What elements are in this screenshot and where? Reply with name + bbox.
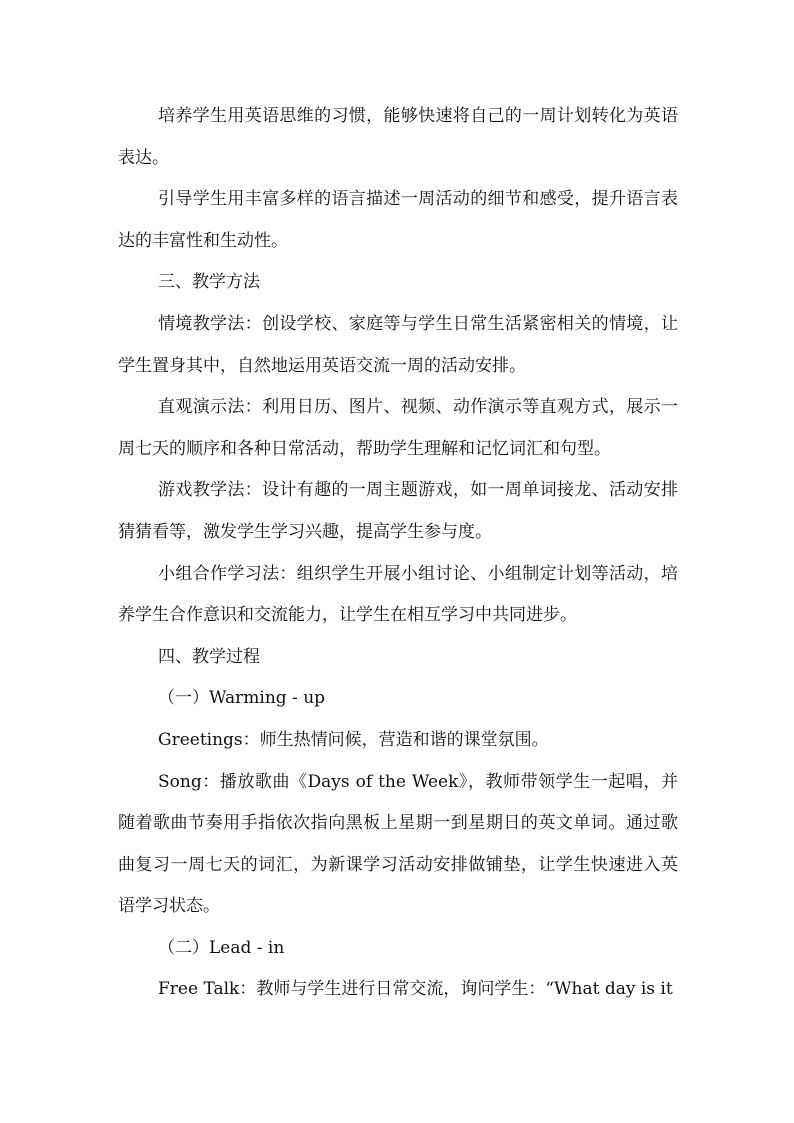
section-heading-teaching-methods: 三、教学方法	[158, 272, 260, 293]
document-body	[118, 96, 678, 1011]
section-heading-teaching-process: 四、教学过程	[158, 646, 260, 667]
paragraph-group-method: 小组合作学习法：组织学生开展小组讨论、小组制定计划等活动，培养学生合作意识和交流能力，让学生在相互学习中共同进步。	[118, 563, 678, 626]
paragraph-game-method: 游戏教学法：设计有趣的一周主题游戏，如一周单词接龙、活动安排猜猜看等，激发学生学习兴趣，提高学生参与度。	[118, 480, 678, 542]
paragraph-thinking-habit: 培养学生用英语思维的习惯，能够快速将自己的一周计划转化为英语表达。	[118, 106, 678, 168]
paragraph-language-richness: 引导学生用丰富多样的语言描述一周活动的细节和感受，提升语言表达的丰富性和生动性。	[118, 189, 678, 251]
paragraph-greetings: Greetings：师生热情问候，营造和谐的课堂氛围。	[158, 729, 549, 750]
paragraph-song: Song：播放歌曲《Days of the Week》，教师带领学生一起唱，并随着歌曲节奏用手指依次指向黑板上星期一到星期日的英文单词。通过歌曲复习一周七天的词汇，为新课学习活动安排做铺垫，让学生快速进入英语学习状态。	[118, 771, 678, 917]
subheading-warming-up: （一）Warming - up	[158, 688, 326, 709]
subheading-lead-in: （二）Lead - in	[158, 937, 285, 958]
paragraph-free-talk: Free Talk：教师与学生进行日常交流，询问学生：“What day is it	[158, 979, 673, 1000]
paragraph-demonstration-method: 直观演示法：利用日历、图片、视频、动作演示等直观方式，展示一周七天的顺序和各种日常活动，帮助学生理解和记忆词汇和句型。	[118, 397, 678, 459]
paragraph-situational-method: 情境教学法：创设学校、家庭等与学生日常生活紧密相关的情境，让学生置身其中，自然地运用英语交流一周的活动安排。	[118, 313, 678, 376]
